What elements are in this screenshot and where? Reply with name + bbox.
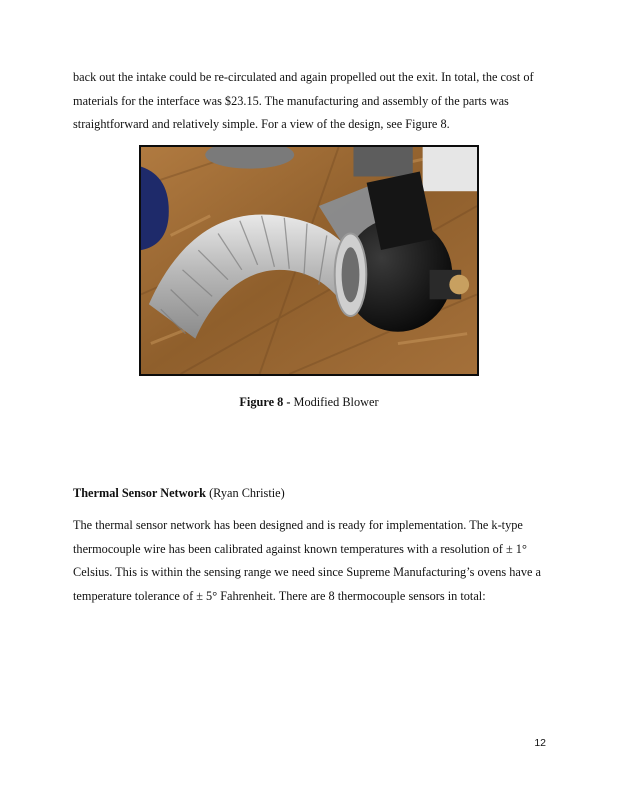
- section-title: Thermal Sensor Network: [73, 486, 206, 500]
- figure-title: Modified Blower: [293, 395, 379, 409]
- intro-paragraph: back out the intake could be re-circulated and again propelled out the exit. In total, the cost of materials for the interface was $23.15. The manufacturing and assembly of the parts was straightforward and relatively simple. For a view of the design, see Figure 8.: [73, 70, 534, 131]
- figure-caption: [0, 395, 618, 410]
- blower-photo: [139, 145, 479, 376]
- thermal-paragraph: The thermal sensor network has been designed and is ready for implementation. The k-type thermocouple wire has been calibrated against known temperatures with a resolution of ± 1° Celsius. This is within the sensing range we need since Supreme Manufacturing’s ovens have a temperature tolerance of ± 5° Fahrenheit. There are 8 thermocouple sensors in total:: [73, 518, 541, 603]
- section-author: (Ryan Christie): [209, 486, 285, 500]
- page-number: 12: [534, 737, 546, 749]
- figure-label: Figure 8 -: [239, 395, 291, 409]
- blower-illustration: [141, 147, 477, 374]
- section-heading: [73, 486, 285, 501]
